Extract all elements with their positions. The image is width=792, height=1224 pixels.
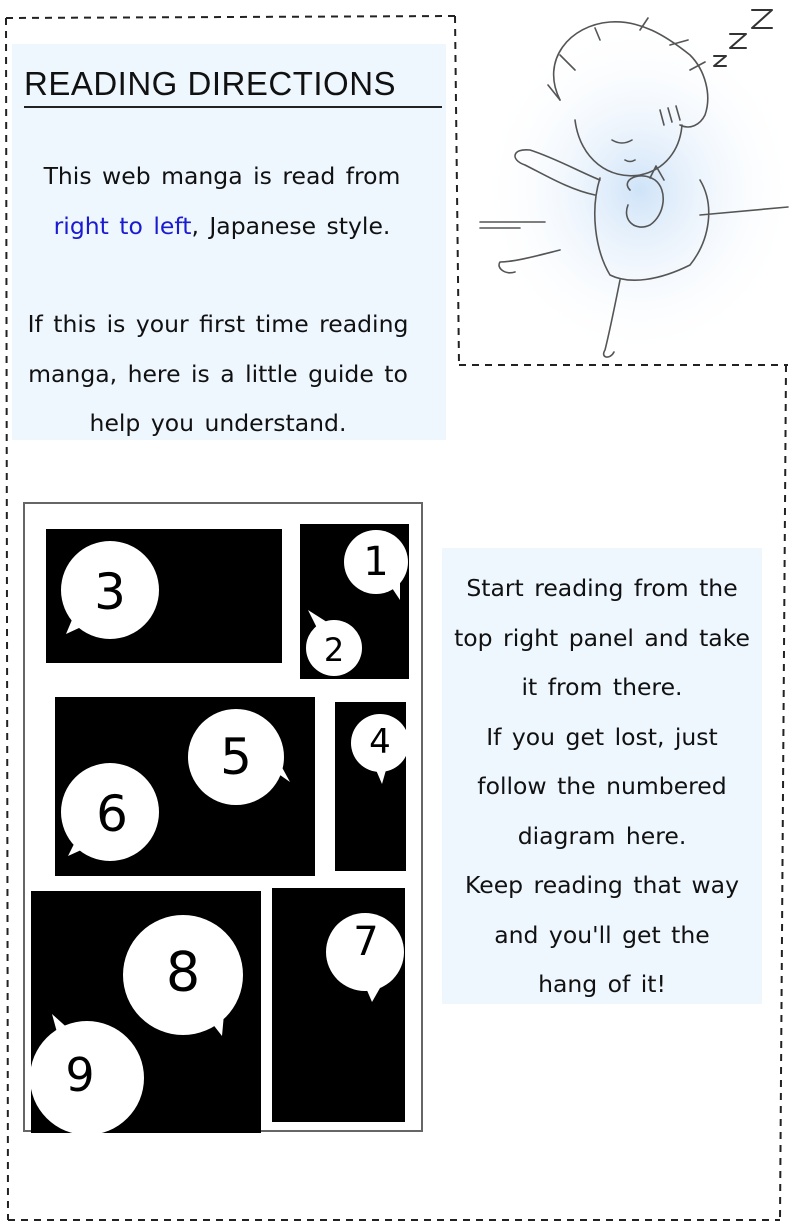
instruction-line: hang of it! [538, 970, 666, 998]
intro-line-2-rest: , Japanese style. [191, 211, 391, 240]
bubble-number-1: 1 [363, 539, 389, 585]
bubble-number-8: 8 [165, 940, 201, 1004]
guide-line-1: If this is your first time reading [27, 310, 409, 338]
instruction-line: follow the numbered [477, 772, 727, 800]
instruction-line: and you'll get the [494, 920, 710, 949]
bubble-number-4: 4 [369, 722, 391, 762]
intro-line-1: This web manga is read from [43, 162, 401, 190]
instructions-text [442, 564, 762, 1010]
instruction-line: it from there. [521, 673, 683, 701]
page-title: READING DIRECTIONS [24, 66, 442, 108]
instruction-line: Keep reading that way [465, 871, 739, 899]
reading-direction-highlight: right to left [53, 211, 192, 240]
instruction-line: diagram here. [517, 821, 687, 850]
guide-line-3: help you understand. [89, 409, 347, 437]
bubble-number-7: 7 [353, 919, 379, 965]
instruction-line: Start reading from the [466, 574, 738, 602]
instruction-line: top right panel and take [454, 623, 750, 652]
guide-line-2: manga, here is a little guide to [28, 359, 408, 388]
bubble-number-3: 3 [94, 563, 126, 621]
bubble-number-2: 2 [323, 631, 345, 669]
bubble-number-9: 9 [65, 1048, 95, 1102]
bubble-number-5: 5 [220, 728, 252, 786]
bubble-number-6: 6 [96, 785, 128, 843]
instruction-line: If you get lost, just [486, 722, 718, 751]
